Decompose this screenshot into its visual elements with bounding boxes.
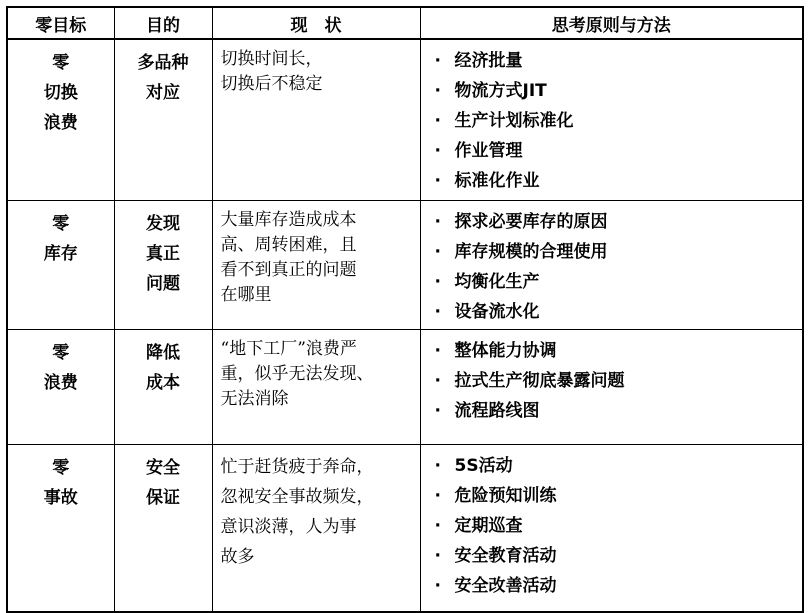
methods-cell	[420, 330, 803, 445]
header-goal: 零目标	[7, 7, 114, 39]
purpose-cell: 多品种 对应	[114, 39, 212, 201]
purpose-cell: 发现 真正 问题	[114, 201, 212, 330]
methods-list	[421, 201, 803, 327]
header-methods: 思考原则与方法	[420, 7, 803, 39]
list-item: · 安全教育活动	[434, 546, 557, 566]
list-item: · 设备流水化	[434, 302, 540, 322]
list-item: · 5S活动	[434, 456, 513, 476]
list-item: · 危险预知训练	[434, 486, 557, 506]
list-item: · 定期巡查	[434, 516, 523, 536]
methods-list	[421, 330, 803, 426]
list-item: · 库存规模的合理使用	[434, 242, 608, 262]
table-row	[7, 39, 803, 201]
status-cell: 切换时间长， 切换后不稳定	[212, 39, 420, 201]
table-row	[7, 330, 803, 445]
header-status: 现 状	[212, 7, 420, 39]
list-item: · 均衡化生产	[434, 272, 540, 292]
table-row	[7, 201, 803, 330]
list-item: · 流程路线图	[434, 401, 540, 421]
methods-cell	[420, 201, 803, 330]
methods-list	[421, 445, 803, 601]
goal-cell: 零 库存	[7, 201, 114, 330]
list-item: · 整体能力协调	[434, 341, 557, 361]
goal-cell: 零 浪费	[7, 330, 114, 445]
list-item: · 物流方式JIT	[434, 81, 547, 101]
status-cell: “地下工厂”浪费严 重，似乎无法发现、 无法消除	[212, 330, 420, 445]
goal-cell: 零 切换 浪费	[7, 39, 114, 201]
header-purpose: 目的	[114, 7, 212, 39]
list-item: · 标准化作业	[434, 171, 540, 191]
status-cell: 大量库存造成成本 高、周转困难，且 看不到真正的问题 在哪里	[212, 201, 420, 330]
list-item: · 探求必要库存的原因	[434, 212, 608, 232]
header-row	[7, 7, 803, 39]
list-item: · 经济批量	[434, 51, 523, 71]
zero-goals-table	[6, 6, 804, 613]
list-item: · 安全改善活动	[434, 576, 557, 596]
purpose-cell: 降低 成本	[114, 330, 212, 445]
methods-cell	[420, 39, 803, 201]
goal-cell: 零 事故	[7, 445, 114, 613]
list-item: · 生产计划标准化	[434, 111, 574, 131]
purpose-cell: 安全 保证	[114, 445, 212, 613]
status-cell: 忙于赶货疲于奔命， 忽视安全事故频发， 意识淡薄，人为事 故多	[212, 445, 420, 613]
list-item: · 拉式生产彻底暴露问题	[434, 371, 625, 391]
methods-list	[421, 40, 803, 196]
list-item: · 作业管理	[434, 141, 523, 161]
